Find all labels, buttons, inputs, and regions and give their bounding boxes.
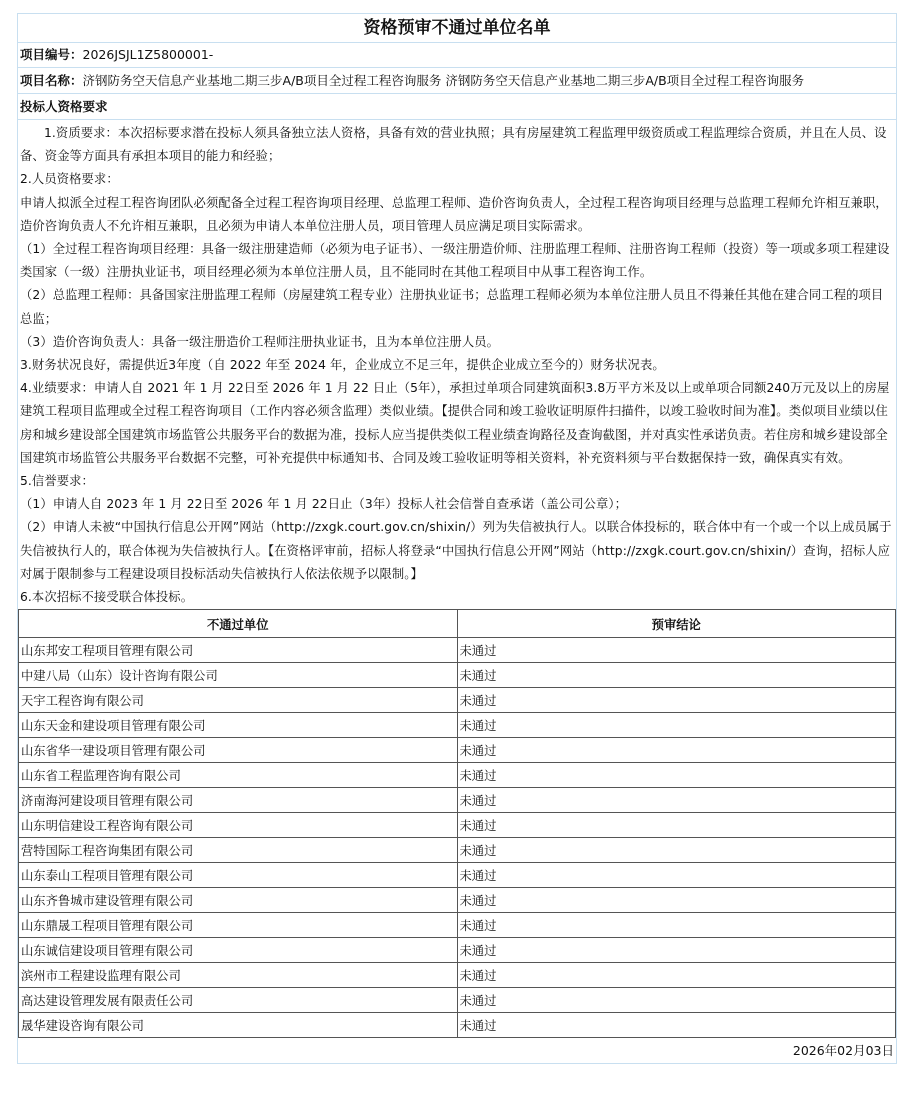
project-code-row [18, 43, 896, 68]
requirement-paragraph: 申请人拟派全过程工程咨询团队必须配备全过程工程咨询项目经理、总监理工程师、造价咨询负责人，全过程工程咨询项目经理与总监理工程师允许相互兼职，造价咨询负责人不允许相互兼职，且必须为申请人本单位注册人员，项目管理人员应满足项目实际需求。 [20, 195, 888, 233]
table-row [19, 738, 896, 763]
table-row [19, 1013, 896, 1038]
result-cell: 未通过 [457, 863, 896, 888]
unit-cell: 晟华建设咨询有限公司 [19, 1013, 458, 1038]
table-row [19, 838, 896, 863]
unit-cell: 山东诚信建设项目管理有限公司 [19, 938, 458, 963]
unit-cell: 滨州市工程建设监理有限公司 [19, 963, 458, 988]
result-cell: 未通过 [457, 663, 896, 688]
table-row [19, 963, 896, 988]
unit-cell: 山东邦安工程项目管理有限公司 [19, 638, 458, 663]
unit-cell: 山东泰山工程项目管理有限公司 [19, 863, 458, 888]
result-cell: 未通过 [457, 938, 896, 963]
project-code-value: 2026JSJL1Z5800001- [82, 47, 214, 62]
table-row [19, 663, 896, 688]
requirement-paragraph: （1）全过程工程咨询项目经理：具备一级注册建造师（必须为电子证书）、一级注册造价师、注册监理工程师、注册咨询工程师（投资）等一项或多项工程建设类国家（一级）注册执业证书，项目经理必须为本单位注册人员，且不能同时在其他工程项目中从事工程咨询工作。 [20, 242, 890, 280]
table-row [19, 863, 896, 888]
result-cell: 未通过 [457, 913, 896, 938]
project-name-label: 项目名称： [20, 73, 83, 88]
unit-cell: 营特国际工程咨询集团有限公司 [19, 838, 458, 863]
unit-cell: 中建八局（山东）设计咨询有限公司 [19, 663, 458, 688]
publish-date: 2026年02月03日 [18, 1038, 896, 1064]
page-title: 资格预审不通过单位名单 [18, 13, 896, 43]
unit-cell: 山东省工程监理咨询有限公司 [19, 763, 458, 788]
result-cell: 未通过 [457, 713, 896, 738]
result-cell: 未通过 [457, 813, 896, 838]
table-row [19, 688, 896, 713]
project-code-label: 项目编号： [20, 47, 83, 62]
result-cell: 未通过 [457, 788, 896, 813]
unit-cell: 山东天金和建设项目管理有限公司 [19, 713, 458, 738]
unit-cell: 天宇工程咨询有限公司 [19, 688, 458, 713]
result-cell: 未通过 [457, 988, 896, 1013]
table-row [19, 638, 896, 663]
column-header-unit: 不通过单位 [19, 610, 458, 638]
unit-cell: 济南海河建设项目管理有限公司 [19, 788, 458, 813]
requirements-text [18, 120, 896, 609]
table-header-row [19, 610, 896, 638]
table-row [19, 813, 896, 838]
requirement-paragraph: （2）总监理工程师：具备国家注册监理工程师（房屋建筑工程专业）注册执业证书；总监理工程师必须为本单位注册人员且不得兼任其他在建合同工程的项目总监； [20, 288, 884, 326]
unit-cell: 山东明信建设工程咨询有限公司 [19, 813, 458, 838]
column-header-result: 预审结论 [457, 610, 896, 638]
unit-cell: 山东鼎晟工程项目管理有限公司 [19, 913, 458, 938]
requirement-paragraph: 6.本次招标不接受联合体投标。 [20, 590, 194, 605]
table-row [19, 788, 896, 813]
requirement-paragraph: （3）造价咨询负责人：具备一级注册造价工程师注册执业证书，且为本单位注册人员。 [20, 334, 500, 349]
result-cell: 未通过 [457, 963, 896, 988]
requirement-paragraph: 5.信誉要求： [20, 474, 94, 489]
requirement-paragraph: （1）申请人自 2023 年 1 月 22日至 2026 年 1 月 22日止（3年）投标人社会信誉自查承诺（盖公司公章）； [20, 497, 628, 512]
result-cell: 未通过 [457, 738, 896, 763]
project-name-value: 济钢防务空天信息产业基地二期三步A/B项目全过程工程咨询服务 济钢防务空天信息产业基地二期三步A/B项目全过程工程咨询服务 [82, 73, 805, 88]
unit-cell: 高达建设管理发展有限责任公司 [19, 988, 458, 1013]
result-cell: 未通过 [457, 763, 896, 788]
notice-document [17, 13, 897, 1064]
result-cell: 未通过 [457, 1013, 896, 1038]
unit-cell: 山东省华一建设项目管理有限公司 [19, 738, 458, 763]
section-title: 投标人资格要求 [18, 94, 896, 120]
table-row [19, 938, 896, 963]
table-row [19, 888, 896, 913]
result-cell: 未通过 [457, 688, 896, 713]
table-row [19, 713, 896, 738]
requirement-paragraph: 3.财务状况良好，需提供近3年度（自 2022 年至 2024 年，企业成立不足三年，提供企业成立至今的）财务状况表。 [20, 358, 665, 373]
requirement-paragraph: 1.资质要求：本次招标要求潜在投标人须具备独立法人资格，具备有效的营业执照；具有房屋建筑工程监理甲级资质或工程监理综合资质，并且在人员、设备、资金等方面具有承担本项目的能力和经验； [20, 126, 887, 164]
requirement-paragraph: 2.人员资格要求： [20, 172, 119, 187]
table-row [19, 988, 896, 1013]
unit-cell: 山东齐鲁城市建设管理有限公司 [19, 888, 458, 913]
result-cell: 未通过 [457, 888, 896, 913]
failed-units-table [18, 609, 896, 1038]
result-cell: 未通过 [457, 838, 896, 863]
requirement-paragraph: 4.业绩要求：申请人自 2021 年 1 月 22日至 2026 年 1 月 22 日止（5年），承担过单项合同建筑面积3.8万平方米及以上或单项合同额240万元及以上的房屋建筑工程项目监理或全过程工程咨询项目（工作内容必须含监理）类似业绩。【提供合同和竣工验收证明原件扫描件，以竣工验收时间为准】。类似项目业绩以住房和城乡建设部全国建筑市场监管公共服务平台的数据为准，投标人应当提供类似工程业绩查询路径及查询截图，并对真实性承诺负责。若住房和城乡建设部全国建筑市场监管公共服务平台数据不完整，可补充提供中标通知书、合同及竣工验收证明等相关资料，补充资料须与平台数据保持一致，确保真实有效。 [20, 381, 890, 465]
requirement-paragraph: （2）申请人未被“中国执行信息公开网”网站（http://zxgk.court.gov.cn/shixin/）列为失信被执行人。以联合体投标的，联合体中有一个或一个以上成员属于失信被执行人的，联合体视为失信被执行人。【在资格评审前，招标人将登录“中国执行信息公开网”网站（http://zxgk.court.gov.cn/shixin/）查询，招标人应对属于限制参与工程建设项目投标活动失信被执行人依法依规予以限制。】 [20, 520, 892, 581]
table-row [19, 913, 896, 938]
result-cell: 未通过 [457, 638, 896, 663]
project-name-row [18, 68, 896, 94]
table-row [19, 763, 896, 788]
